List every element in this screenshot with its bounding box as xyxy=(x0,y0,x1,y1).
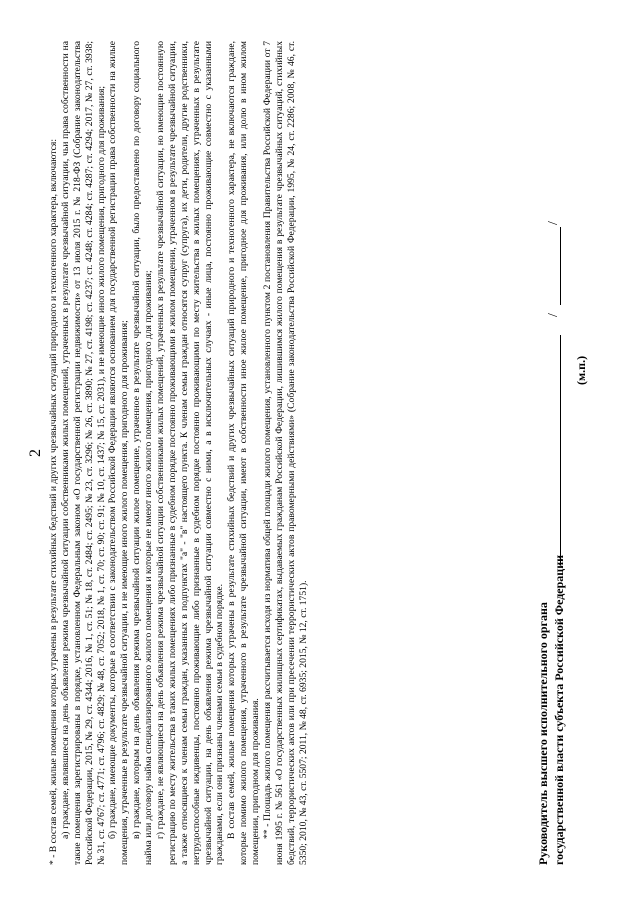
document-body xyxy=(48,41,516,865)
signature-slash-right: / xyxy=(546,220,561,225)
signature-block xyxy=(536,41,596,865)
paragraph-exclusion: В состав семей, жилые помещения которых утрачены в результате стихийных бедствий и других чрезвычайных ситуаций природного и техногенного характера, не включаются граждане, которые помимо жилого помещения, утраченного в результате чрезвычайной ситуации, имеют в собственности иное жилое помещение, пригодное для проживания, или долю в ином жилом помещении, пригодном для проживания. xyxy=(226,40,262,865)
name-line xyxy=(560,227,561,305)
signatory-title-line-2: государственной власти субъекта Российской Федерации xyxy=(551,554,566,865)
paragraph-footnote-2: ** - Площадь жилого помещения рассчитывается исходя из норматива общей площади жилого помещения, установленного пунктом 2 постановления Правительства Российской Федерации от 7 июня 1995 г. № 561 «О государственных жилищных сертификатах, выдаваемых гражданам Российской Федерации, лишившимся жилого помещения в результате чрезвычайных ситуаций, стихийных бедствий, террористических актов или при пресечении террористических актов правомерными действиями» (Собрание законодательства Российской Федерации, 1995, № 24, ст. 2286; 2008, № 46, ст. 5350; 2010, № 43, ст. 5507; 2011, № 48, ст. 6935; 2015, № 12, ст. 1751). xyxy=(262,40,309,865)
paragraph-footnote-1: * - В состав семей, жилые помещения которых утрачены в результате стихийных бедствий и других чрезвычайных ситуаций природного и техногенного характера, включаются: xyxy=(48,138,59,865)
document-sheet xyxy=(20,23,620,883)
signature-slash-left: / xyxy=(546,312,561,317)
paragraph-v: в) граждане, которым на день объявления режима чрезвычайной ситуации жилое помещение, утраченное в результате чрезвычайной ситуации, было предоставлено по договору социального найма или договору найма специализированного жилого помещения и которые не имеют иного жилого помещения, пригодного для проживания; xyxy=(131,40,155,865)
page-number: 2 xyxy=(27,448,44,457)
signatory-title-line-1: Руководитель высшего исполнительного органа xyxy=(536,601,550,865)
signatory-title xyxy=(536,554,567,864)
paragraph-b: б) граждане, имеющие документы, которые в соответствии с законодательством Российской Федерации являются основанием для государственной регистрации права собственности на жилые помещения, утраченные в результате чрезвычайной ситуации, и не имеющие иного жилого помещения, пригодного для проживания; xyxy=(107,40,131,865)
paragraph-a: а) граждане, являвшиеся на день объявления режима чрезвычайной ситуации собственниками жилых помещений, утраченных в результате чрезвычайной ситуации, чьи права собственности на такие помещения зарегистрированы в порядке, установленном Федеральным законом «О государственной регистрации недвижимости» от 13 июля 2015 г. № 218-ФЗ (Собрание законодательства Российской Федерации, 2015, № 29, ст. 4344; 2016, № 1, ст. 51; № 18, ст. 2484; ст. 2495; № 23, ст. 3296; № 26, ст. 3890; № 27, ст. 4198; ст. 4237; ст. 4248; ст. 4284; ст. 4287; ст. 4294; 2017, № 27, ст. 3938; № 31, ст. 4767; ст. 4771; ст. 4796; ст. 4829; № 48, ст. 7052; 2018, № 1, ст. 70; ст. 90; ст. 91; № 10, ст. 1437; № 15, ст. 2031), и не имеющие иного жилого помещения, пригодного для проживания; xyxy=(59,40,107,865)
signature-line xyxy=(560,335,561,565)
paragraph-g: г) граждане, не являющиеся на день объявления режима чрезвычайной ситуации собственниками жилых помещений, утраченных в результате чрезвычайной ситуации, но имеющие постоянную регистрацию по месту жительства в таких жилых помещениях либо признанные в судебном порядке постоянно проживающими в жилом помещении, утраченном в результате чрезвычайной ситуации, а также относящиеся к членам семьи граждан, указанных в подпунктах "а" - "в" настоящего пункта. К членам семьи граждан относятся супруг (супруга), их дети, родители, другие родственники, нетрудоспособные иждивенцы, постоянно проживающие либо признанные в судебном порядке постоянно проживающими по месту жительства в жилых помещениях, утраченных в результате чрезвычайной ситуации, на день объявления режима чрезвычайной ситуации совместно с ними, а в исключительных случаях - иные лица, постоянно проживающие совместно с указанными гражданами, если они признаны членами семьи в судебном порядке. xyxy=(155,40,226,865)
stamp-placeholder: (м.п.) xyxy=(574,355,588,385)
